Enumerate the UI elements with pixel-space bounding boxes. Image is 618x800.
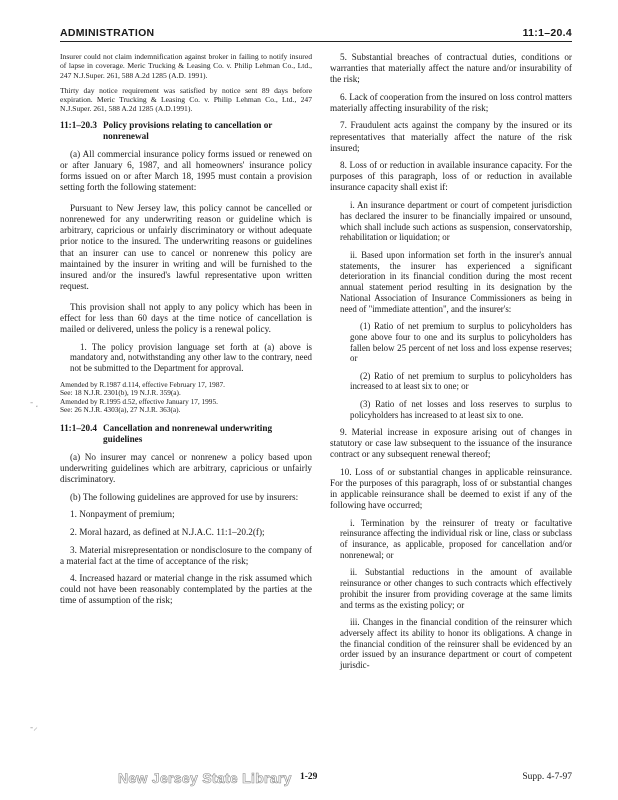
ratio-item: (3) Ratio of net losses and loss reserves to surplus to policyholders has increased to at least six to one. [350,398,572,420]
guideline-item: 7. Fraudulent acts against the company by the insured or its representatives that materially affect the nature of the risk insured; [330,120,572,153]
sub-item: iii. Changes in the financial condition of the reinsurer which adversely affect its ability to honor its obligations. A change in the financial condition of the reinsurer shall be evidenced by an order issued by an insurance department or court of competent jurisdic- [340,616,572,671]
guideline-item: 2. Moral hazard, as defined at N.J.A.C. 11:1–20.2(f); [70,526,265,537]
library-watermark-logo: New Jersey State Library [118,770,292,786]
section-title: Policy provisions relating to cancellation or nonrenewal [103,119,273,141]
sub-item: i. Termination by the reinsurer of treaty or facultative reinsurance affecting the individual risk or line, class or subclass of insurance, as applicable, proposed for cancellation and/or nonrenewal; or [340,517,572,560]
case-note-2: Thirty day notice requirement was satisfied by notice sent 89 days before expiration. Meric Trucking & Leasing Co. v. Philip Lehman Co., Ltd., 247 N.J.Super. 261, 588 A.2d 1285 (A.D.1991). [60,85,312,114]
section-heading-11-1-20-4 [60,423,312,445]
ratio-item: (1) Ratio of net premium to surplus to policyholders has gone above four to one and its surplus to policyholders has fallen below 25 percent of net loss and loss expense reserves; or [350,321,572,364]
page-number: 1-29 [300,772,318,782]
amendment-history [60,381,312,415]
sub-item: ii. Substantial reductions in the amount of available reinsurance or other changes to such contracts which effectively prohibit the insurer from providing coverage at the same limits and terms as the existing policy; or [340,567,572,610]
case-note-1: Insurer could not claim indemnification against broker in failing to notify insured of lapse in coverage. Meric Trucking & Leasing Co. v. Philip Lehman Co., Ltd., 247 N.J.Super. 261, 588 A.2d 1285 (A.D. 1991). [60,52,312,80]
sub-item: i. An insurance department or court of competent jurisdiction has declared the insurer to be financially impaired or unsound, which shall include such actions as suspension, conservatorship, rehabilitation or liquidation; or [340,200,572,243]
guideline-item: 8. Loss of or reduction in available insurance capacity. For the purposes of this paragraph, loss of or reduction in available insurance capacity shall exist if: [330,160,572,193]
guideline-item: 10. Loss of or substantial changes in applicable reinsurance. For the purposes of this paragraph, loss of or substantial changes in applicable reinsurance shall be deemed to exist if any of the following have occurred; [330,466,572,510]
right-column [330,52,572,677]
section-number: 11:1–20.3 [60,119,98,130]
guideline-item: 4. Increased hazard or material change in the risk assumed which could not have been reasonably contemplated by the parties at the time of assumption of the risk; [60,573,312,606]
header-title: ADMINISTRATION [60,27,155,39]
guideline-item: 3. Material misrepresentation or nondisclosure to the company of a material fact at the time of acceptance of the risk; [60,544,312,566]
sub-item: ii. Based upon information set forth in the insurer's annual statements, the insurer has experienced a significant deterioration in its financial condition during the most recent annual statement period resulting in its designation by the National Association of Insurance Commissioners as being in need of "immediate attention", and the insurer's: [340,249,572,314]
ratio-item: (2) Ratio of net premium to surplus to policyholders has increased to at least six to one; or [350,370,572,392]
mandatory-statement: Pursuant to New Jersey law, this policy cannot be cancelled or nonrenewed for any underwriting reason or guideline which is arbitrary, capricious or unfairly discriminatory or without adequate prior notice to the insured. The underwriting reasons or guidelines that an insurer can use to cancel or nonrenew this policy are maintained by the insurer in writing and will be furnished to the insured and/or the insured's lawful representative upon written request. [60,203,312,291]
paragraph-b: (b) The following guidelines are approved for use by insurers: [70,491,299,502]
supplement-date: Supp. 4-7-97 [522,772,572,782]
amendment-line: Amended by R.1995 d.52, effective January 17, 1995. [60,396,218,406]
page-footer [0,770,618,790]
section-heading-11-1-20-3 [60,120,312,142]
left-column [60,52,312,613]
header-section-number: 11:1–20.4 [522,27,572,39]
scan-mark: ‐⸝ [30,723,38,733]
scan-mark: ‐ ⸼ [30,398,39,408]
guideline-item: 9. Material increase in exposure arising out of changes in statutory or case law subsequent to the issuance of the insurance contract or any subsequent renewal thereof; [330,426,572,460]
guideline-item: 5. Substantial breaches of contractual duties, conditions or warranties that materially affect the nature and/or insurability of the risk; [330,52,572,85]
section-number: 11:1–20.4 [60,422,98,433]
statement-exception: This provision shall not apply to any policy which has been in effect for less than 60 days at the time notice of cancellation is mailed or delivered, unless the policy is a renewal policy. [60,301,312,335]
subparagraph-1: 1. The policy provision language set forth at (a) above is mandatory and, notwithstanding any other law to the contrary, need not be submitted to the Department for approval. [70,341,312,374]
amendment-line: See: 26 N.J.R. 4303(a), 27 N.J.R. 363(a). [60,405,181,415]
running-header [60,25,572,42]
paragraph-a: (a) No insurer may cancel or nonrenew a policy based upon underwriting guidelines which are arbitrary, capricious or unfairly discriminatory. [60,451,312,485]
paragraph-a: (a) All commercial insurance policy forms issued or renewed on or after January 6, 1987, and all homeowners' insurance policy forms issued on or after March 18, 1995 must contain a provision setting forth the following statement: [60,148,312,193]
section-title: Cancellation and nonrenewal underwriting guidelines [103,422,273,444]
guideline-item: 1. Nonpayment of premium; [70,509,175,520]
guideline-item: 6. Lack of cooperation from the insured on loss control matters materially affecting insurability of the risk; [330,91,572,113]
amendment-line: See: 18 N.J.R. 2301(b), 19 N.J.R. 359(a). [60,388,181,398]
amendment-line: Amended by R.1987 d.114, effective February 17, 1987. [60,379,225,389]
